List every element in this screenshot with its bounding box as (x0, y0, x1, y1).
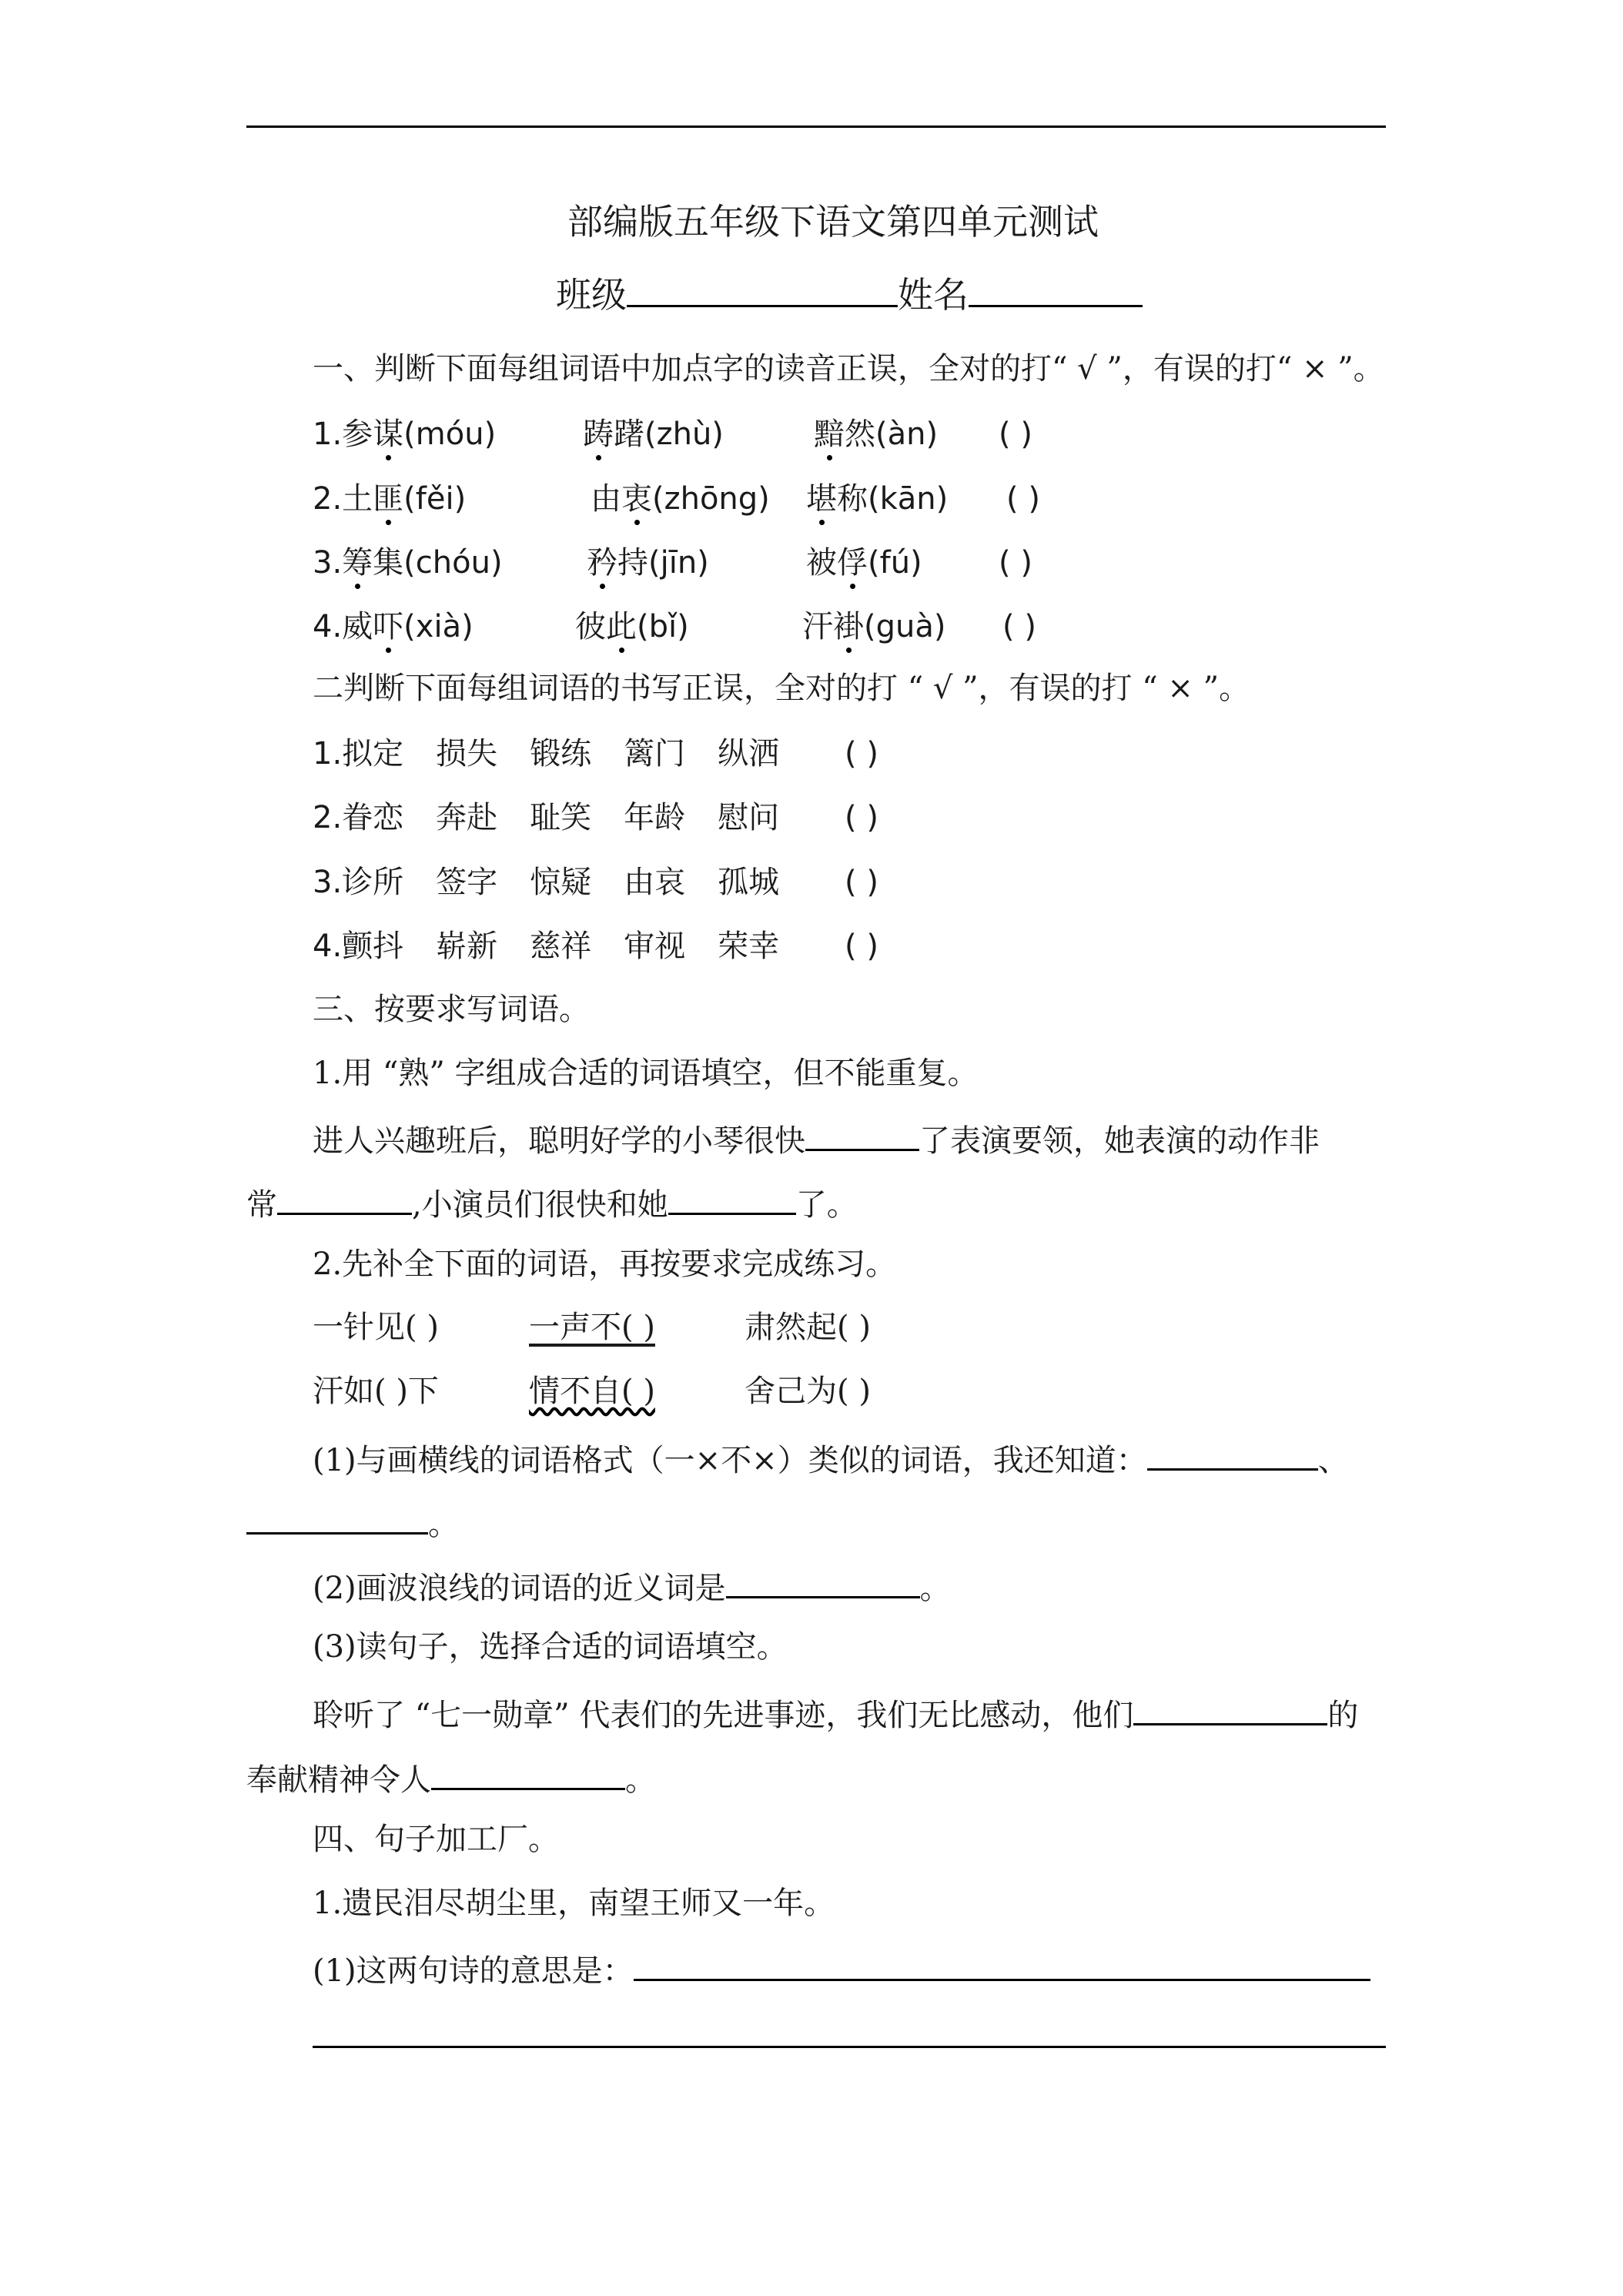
s3-sub3-blank2[interactable] (431, 1757, 625, 1790)
s2-row2-answer[interactable]: ( ) (845, 800, 878, 835)
s1-row1-word1: 1.参谋(móu) (313, 417, 497, 452)
s3-q1-line2: 常 ,小演员们很快和她 了。 (246, 1182, 858, 1223)
section1-heading: 一、判断下面每组词语中加点字的读音正误，全对的打“ √ ”，有误的打“ × ”。 (313, 351, 1384, 387)
top-rule (246, 126, 1386, 128)
s1-row4-word3: 汗褂(guà) (802, 609, 946, 644)
s1-row4-word2: 彼此(bǐ) (575, 609, 689, 644)
s3-sub3: (3)读句子，选择合适的词语填空。 (313, 1629, 788, 1665)
s3-q1-blank2[interactable] (277, 1182, 412, 1215)
s3-q1-blank3[interactable] (668, 1182, 796, 1215)
s3-q1-line1: 进人兴趣班后，聪明好学的小琴很快 了表演要领，她表演的动作非 (313, 1118, 1320, 1160)
page-title: 部编版五年级下语文第四单元测试 (567, 201, 1099, 243)
class-input[interactable] (627, 274, 898, 307)
s1-row1-answer[interactable]: ( ) (999, 417, 1032, 452)
class-label: 班级 (556, 274, 627, 316)
idiom-1: 一针见( ) (313, 1310, 439, 1345)
class-name-row (556, 273, 1143, 316)
s3-sub1-cont: 。 (246, 1501, 459, 1543)
s1-row3-answer[interactable]: ( ) (999, 545, 1032, 581)
section3-heading: 三、按要求写词语。 (313, 992, 590, 1027)
s4-sub1-blank[interactable] (634, 1948, 1370, 1981)
s3-sub1: (1)与画横线的词语格式（一×不×）类似的词语，我还知道： 、 (313, 1438, 1349, 1479)
s4-sub1: (1)这两句诗的意思是： (313, 1948, 1370, 1990)
s1-row2-word1: 2.土匪(fěi) (313, 481, 467, 517)
name-label: 姓名 (898, 274, 969, 316)
s1-row1-word2: 踌躇(zhù) (583, 417, 724, 452)
s3-sub2: (2)画波浪线的词语的近义词是 。 (313, 1565, 951, 1607)
s1-row3-word3: 被俘(fú) (806, 545, 922, 581)
s3-sub1-blank2[interactable] (246, 1501, 428, 1535)
s1-row3-word1: 3.筹集(chóu) (313, 545, 503, 581)
s3-q1-blank1[interactable] (805, 1118, 919, 1151)
s3-sub3-line1: 聆听了 “七一勋章” 代表们的先进事迹，我们无比感动，他们 的 (313, 1692, 1358, 1734)
s3-sub2-blank[interactable] (726, 1565, 920, 1598)
s2-row2: 2.眷恋 奔赴 耻笑 年龄 慰问 (313, 800, 780, 835)
s2-row1-answer[interactable]: ( ) (845, 736, 878, 771)
idiom-6: 舍己为( ) (745, 1374, 871, 1409)
s1-row4-word1: 4.威吓(xià) (313, 609, 474, 644)
idiom-4: 汗如( )下 (313, 1374, 439, 1409)
section2-heading: 二判断下面每组词语的书写正误，全对的打 “ √ ”，有误的打 “ × ”。 (313, 671, 1250, 706)
idiom-2-underlined: 一声不( ) (529, 1310, 655, 1345)
s4-q1: 1.遗民泪尽胡尘里，南望王师又一年。 (313, 1886, 835, 1921)
s3-q1: 1.用 “熟” 字组成合适的词语填空，但不能重复。 (313, 1056, 979, 1091)
idiom-3: 肃然起( ) (745, 1310, 871, 1345)
s1-row4-answer[interactable]: ( ) (1002, 609, 1036, 644)
s1-row2-word3: 堪称(kān) (806, 481, 949, 517)
s2-row3: 3.诊所 签字 惊疑 由哀 孤城 (313, 865, 780, 900)
s1-row2-answer[interactable]: ( ) (1006, 481, 1040, 517)
s2-row4-answer[interactable]: ( ) (845, 929, 878, 964)
s1-row1-word3: 黯然(àn) (814, 417, 939, 452)
s3-sub3-line2: 奉献精神令人 。 (246, 1757, 656, 1799)
s3-sub3-blank1[interactable] (1133, 1692, 1327, 1725)
idiom-5-wavy: 情不自( ) (529, 1374, 655, 1409)
name-input[interactable] (969, 274, 1143, 307)
section4-heading: 四、句子加工厂。 (313, 1822, 559, 1857)
s1-row2-word2: 由衷(zhōng) (591, 481, 770, 517)
s2-row1: 1.拟定 损失 锻练 篱门 纵洒 (313, 736, 780, 771)
s3-q2: 2.先补全下面的词语，再按要求完成练习。 (313, 1247, 897, 1282)
s2-row4: 4.颤抖 崭新 慈祥 审视 荣幸 (313, 929, 780, 964)
s2-row3-answer[interactable]: ( ) (845, 865, 878, 900)
s1-row3-word2: 矜持(jīn) (587, 545, 709, 581)
s3-sub1-blank1[interactable] (1147, 1438, 1318, 1471)
answer-line[interactable] (313, 2046, 1386, 2048)
